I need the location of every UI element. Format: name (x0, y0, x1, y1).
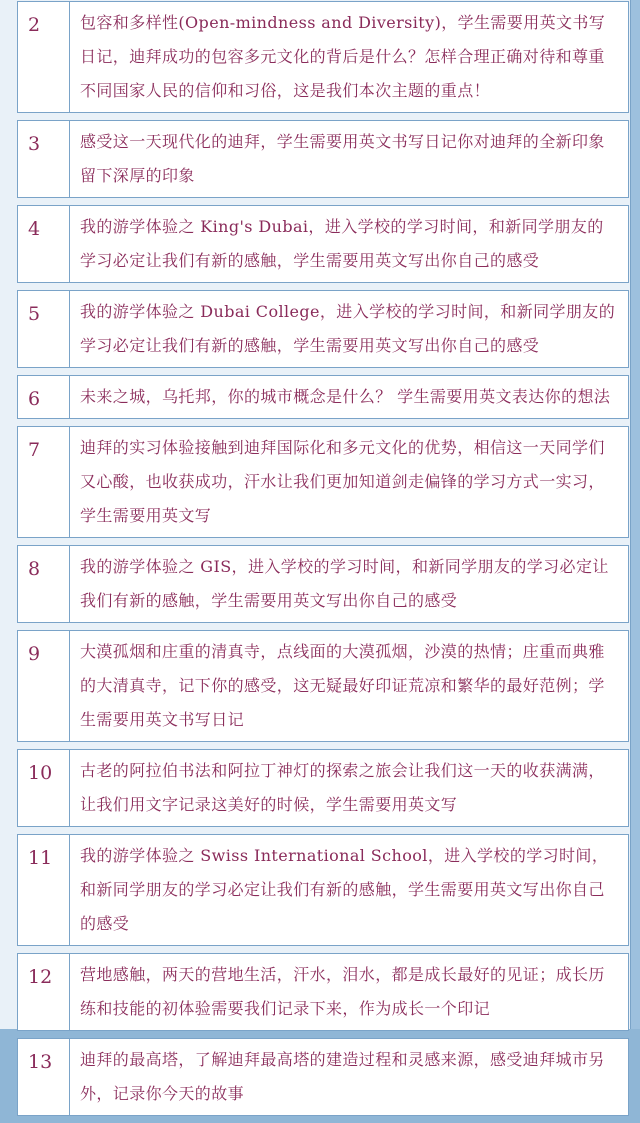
table-row (17, 749, 629, 827)
row-number: 12 (17, 953, 70, 1031)
row-description: 我的游学体验之 GIS，进入学校的学习时间，和新同学朋友的学习必定让我们有新的感触，学生需要用英文写出你自己的感受 (70, 545, 629, 623)
row-description: 迪拜的最高塔，了解迪拜最高塔的建造过程和灵感来源，感受迪拜城市另外，记录你今天的故事 (70, 1038, 629, 1116)
table-row (17, 834, 629, 946)
table-row (17, 1, 629, 113)
row-number: 13 (17, 1038, 70, 1116)
row-description: 古老的阿拉伯书法和阿拉丁神灯的探索之旅会让我们这一天的收获满满， 让我们用文字记录这美好的时候，学生需要用英文写 (70, 749, 629, 827)
right-border-strip (630, 0, 640, 1029)
table-row (17, 290, 629, 368)
table-row (17, 426, 629, 538)
row-description: 大漠孤烟和庄重的清真寺，点线面的大漠孤烟，沙漠的热情；庄重而典雅的大清真寺，记下你的感受，这无疑最好印证荒凉和繁华的最好范例；学生需要用英文书写日记 (70, 630, 629, 742)
table-row (17, 1038, 629, 1116)
row-number: 11 (17, 834, 70, 946)
row-number: 8 (17, 545, 70, 623)
row-description: 迪拜的实习体验接触到迪拜国际化和多元文化的优势，相信这一天同学们又心酸，也收获成功，汗水让我们更加知道剑走偏锋的学习方式一实习，学生需要用英文写 (70, 426, 629, 538)
itinerary-table (17, 0, 629, 1123)
row-number: 6 (17, 375, 70, 419)
row-number: 3 (17, 120, 70, 198)
row-number: 7 (17, 426, 70, 538)
row-description: 包容和多样性(Open-mindness and Diversity)，学生需要用英文书写日记，迪拜成功的包容多元文化的背后是什么？怎样合理正确对待和尊重不同国家人民的信仰和习俗，这是我们本次主题的重点！ (70, 1, 629, 113)
row-number: 5 (17, 290, 70, 368)
table-row (17, 205, 629, 283)
row-number: 9 (17, 630, 70, 742)
row-number: 10 (17, 749, 70, 827)
row-number: 2 (17, 1, 70, 113)
row-description: 营地感触，两天的营地生活，汗水，泪水，都是成长最好的见证；成长历练和技能的初体验需要我们记录下来，作为成长一个印记 (70, 953, 629, 1031)
table-row (17, 375, 629, 419)
row-number: 4 (17, 205, 70, 283)
row-description: 未来之城，乌托邦，你的城市概念是什么？ 学生需要用英文表达你的想法 (70, 375, 629, 419)
row-description: 我的游学体验之 King's Dubai，进入学校的学习时间，和新同学朋友的学习必定让我们有新的感触，学生需要用英文写出你自己的感受 (70, 205, 629, 283)
row-description: 感受这一天现代化的迪拜，学生需要用英文书写日记你对迪拜的全新印象 留下深厚的印象 (70, 120, 629, 198)
table-row (17, 120, 629, 198)
table-row (17, 630, 629, 742)
table-row (17, 545, 629, 623)
table-row (17, 953, 629, 1031)
row-description: 我的游学体验之 Dubai College，进入学校的学习时间，和新同学朋友的学习必定让我们有新的感触，学生需要用英文写出你自己的感受 (70, 290, 629, 368)
row-description: 我的游学体验之 Swiss International School，进入学校的学习时间，和新同学朋友的学习必定让我们有新的感触，学生需要用英文写出你自己的感受 (70, 834, 629, 946)
